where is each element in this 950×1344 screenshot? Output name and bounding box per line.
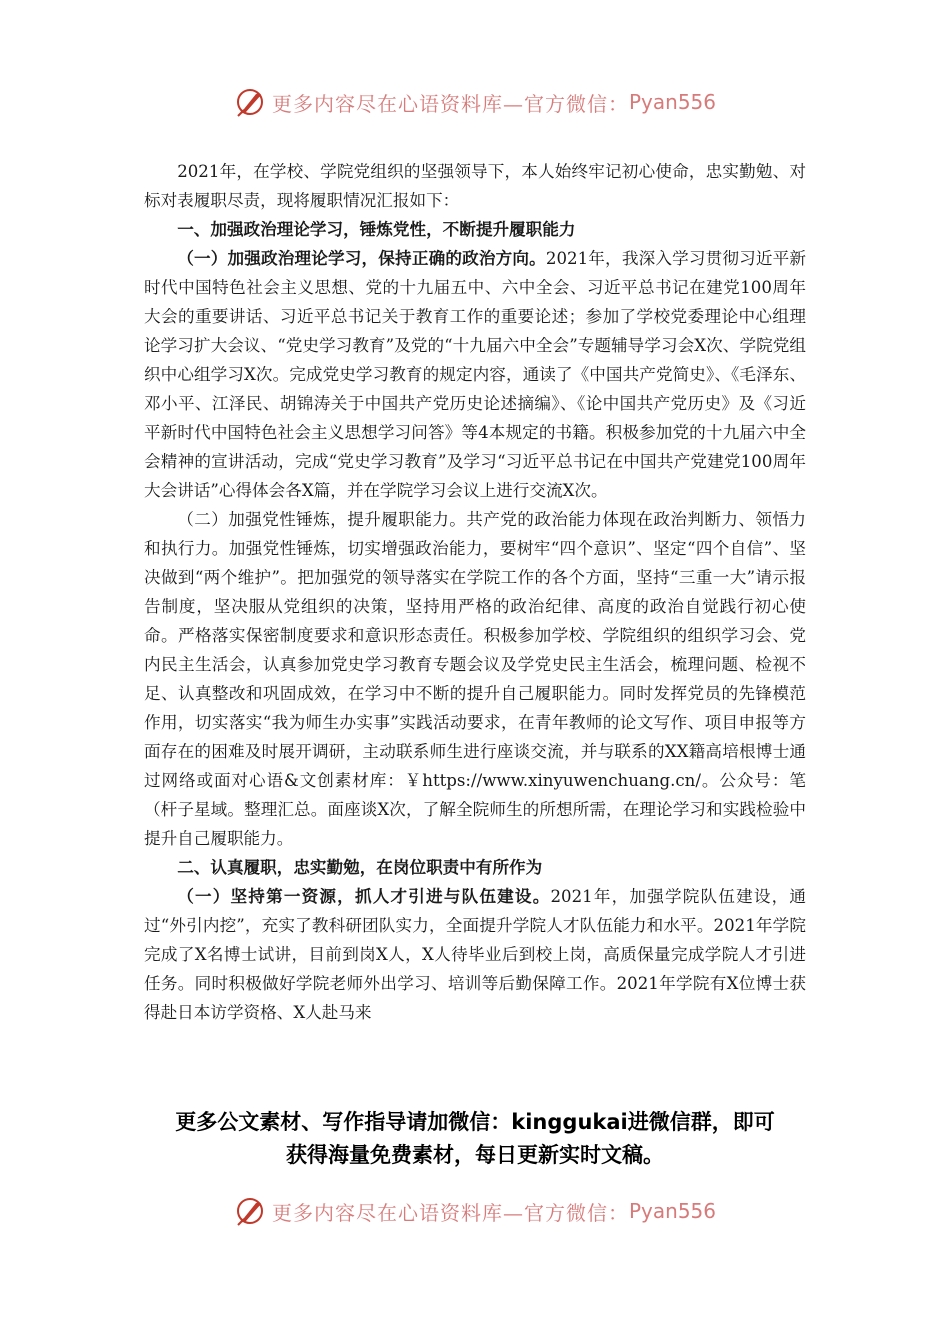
intro-paragraph: 2021年，在学校、学院党组织的坚强领导下，本人始终牢记初心使命，忠实勤勉、对标对表履职尽责，现将履职情况汇报如下：	[144, 162, 806, 210]
section-1-p1-lead: （一）加强政治理论学习，保持正确的政治方向。	[177, 249, 546, 268]
section-1-p1-body: 2021年，我深入学习贯彻习近平新时代中国特色社会主义思想、党的十九届五中、六中全会、习近平总书记在建党100周年大会的重要讲话、习近平总书记关于教育工作的重要论述；参加了学校党委理论中心组理论学习扩大会议、“党史学习教育”及党的“十九届六中全会”专题辅导学习会X次、学院党组织中心组学习X次。完成党史学习教育的规定内容，通读了《中国共产党简史》、《毛泽东、邓小平、江泽民、胡锦涛关于中国共产党历史论述摘编》、《论中国共产党历史》及《习近平新时代中国特色社会主义思想学习问答》等4本规定的书籍。积极参加党的十九届六中全会精神的宣讲活动，完成“党史学习教育”及学习“习近平总书记在中国共产党建党100周年大会讲话”心得体会各X篇，并在学院学习会议上进行交流X次。	[144, 249, 807, 500]
section-1-paragraph-1	[144, 244, 806, 505]
promo-ad	[0, 1106, 950, 1172]
banner-wechat-id: Pyan556	[628, 1199, 716, 1223]
section-2-heading: 二、认真履职，忠实勤勉，在岗位职责中有所作为	[177, 858, 543, 877]
section-2-p1-body: 2021年，加强学院队伍建设，通过“外引内挖”，充实了教科研团队实力，全面提升学院人才队伍能力和水平。2021年学院完成了X名博士试讲，目前到岗X人，X人待毕业后到校上岗，高质保量完成学院人才引进任务。同时积极做好学院老师外出学习、培训等后勤保障工作。2021年学院有X位博士获得赴日本访学资格、X人赴马来	[144, 887, 806, 1022]
section-1-heading: 一、加强政治理论学习，锤炼党性，不断提升履职能力	[177, 220, 576, 239]
promo-ad-line-2: 获得海量免费素材，每日更新实时文稿。	[286, 1143, 664, 1167]
banner-wechat-id: Pyan556	[628, 90, 716, 114]
section-2-p1-lead: （一）坚持第一资源，抓人才引进与队伍建设。	[177, 887, 551, 906]
document-body	[144, 157, 806, 1027]
section-2-paragraph-1	[144, 882, 806, 1027]
feather-pen-logo-icon	[234, 86, 266, 118]
banner-text: 更多内容尽在心语资料库—官方微信：	[271, 1200, 629, 1225]
header-banner	[0, 84, 950, 120]
promo-ad-line-1: 更多公文素材、写作指导请加微信：kinggukai进微信群，即可	[175, 1110, 775, 1134]
banner-text: 更多内容尽在心语资料库—官方微信：	[271, 91, 629, 116]
section-1-paragraph-2: （二）加强党性锤炼，提升履职能力。共产党的政治能力体现在政治判断力、领悟力和执行力。加强党性锤炼，切实增强政治能力，要树牢“四个意识”、坚定“四个自信”、坚决做到“两个维护”。把加强党的领导落实在学院工作的各个方面，坚持“三重一大”请示报告制度，坚决服从党组织的决策，坚持用严格的政治纪律、高度的政治自觉践行初心使命。严格落实保密制度要求和意识形态责任。积极参加学校、学院组织的组织学习会、党内民主生活会，认真参加党史学习教育专题会议及学党史民主生活会，梳理问题、检视不足、认真整改和巩固成效，在学习中不断的提升自己履职能力。同时发挥党员的先锋模范作用，切实落实“我为师生办实事”实践活动要求，在青年教师的论文写作、项目申报等方面存在的困难及时展开调研，主动联系师生进行座谈交流，并与联系的XX籍高培根博士通过网络或面对心语&文创素材库：￥https://www.xinyuwenchuang.cn/。公众号：笔（杆子星域。整理汇总。面座谈X次，了解全院师生的所想所需，在理论学习和实践检验中提升自己履职能力。	[144, 510, 806, 848]
footer-banner	[0, 1193, 950, 1229]
feather-pen-logo-icon	[234, 1195, 266, 1227]
